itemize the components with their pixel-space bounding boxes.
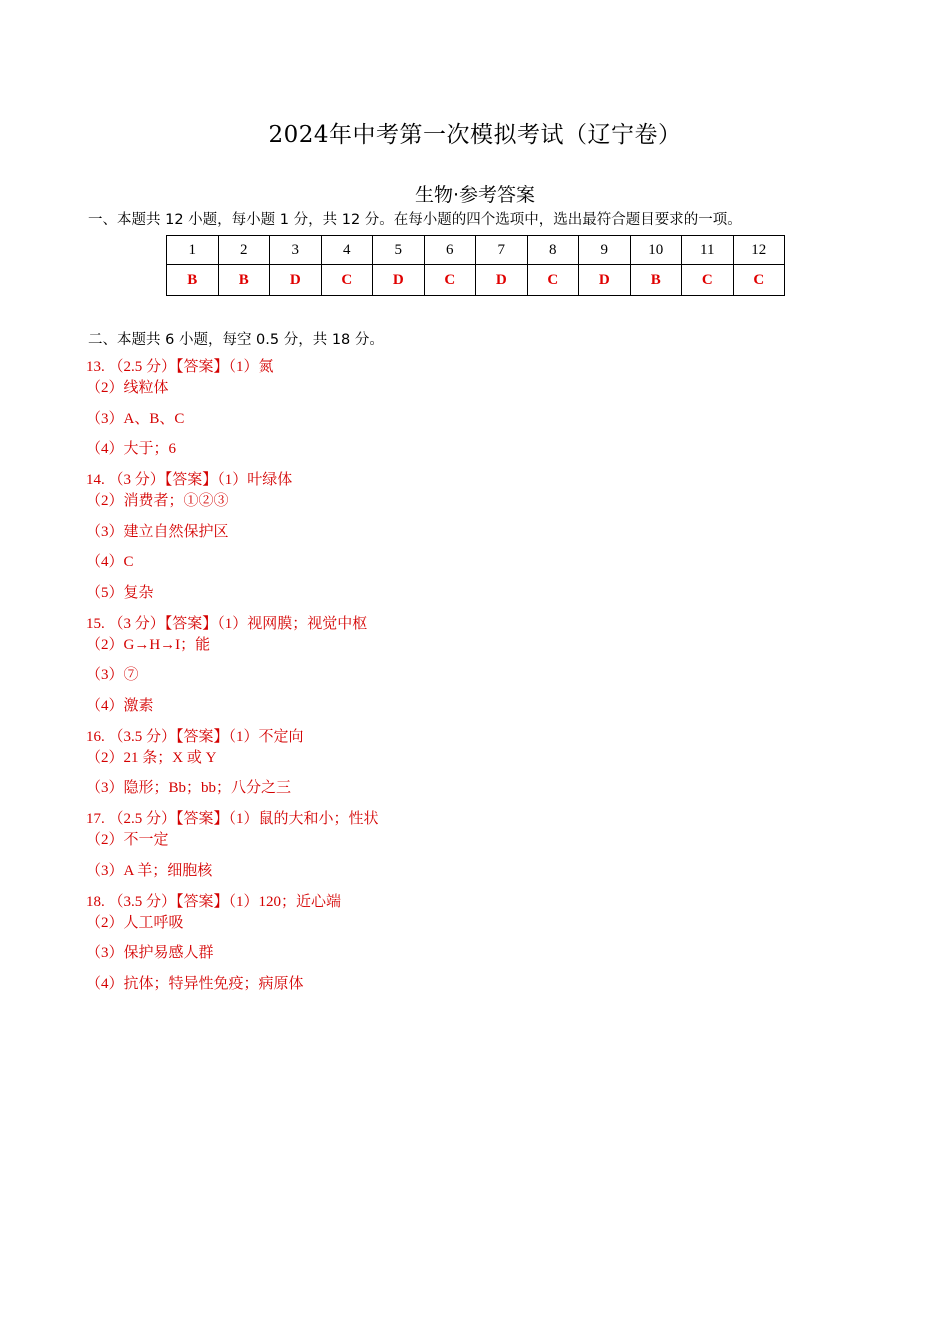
question-14 — [86, 469, 379, 604]
answer-line: （3）隐形；Bb；bb；八分之三 — [86, 780, 292, 796]
answer-line: （2）消费者；①②③ — [86, 493, 229, 509]
answer-line: （4）抗体；特异性免疫；病原体 — [86, 975, 304, 992]
answer-key-cell: B — [630, 265, 682, 296]
answer-line: （2）线粒体 — [86, 380, 169, 396]
answer-table-key-row — [167, 265, 785, 296]
question-number-cell: 12 — [733, 236, 785, 265]
question-number-cell: 10 — [630, 236, 682, 265]
answer-line: （4）激素 — [86, 697, 154, 714]
answer-line: （3）A 羊；细胞核 — [86, 862, 213, 879]
question-number-cell: 1 — [167, 236, 219, 265]
question-number-cell: 5 — [373, 236, 425, 265]
answer-line: （2）不一定 — [86, 832, 169, 848]
answer-key-cell: D — [270, 265, 322, 296]
answer-key-cell: C — [682, 265, 734, 296]
question-head: 13. （2.5 分）【答案】（1）氮 — [86, 359, 274, 375]
question-number-cell: 8 — [527, 236, 579, 265]
question-head: 17. （2.5 分）【答案】（1）鼠的大和小；性状 — [86, 811, 379, 827]
answer-key-cell: C — [424, 265, 476, 296]
answer-line: （2）G→H→I；能 — [86, 636, 211, 653]
section2-answers — [86, 356, 379, 1004]
question-number-cell: 4 — [321, 236, 373, 265]
question-head: 14. （3 分）【答案】（1）叶绿体 — [86, 472, 293, 488]
answer-line: （2）21 条；X 或 Y — [86, 749, 217, 766]
answer-line: （3）建立自然保护区 — [86, 523, 229, 540]
page-subtitle: 生物·参考答案 — [414, 184, 536, 206]
question-head: 18. （3.5 分）【答案】（1）120；近心端 — [86, 893, 342, 910]
question-17 — [86, 808, 379, 882]
section1-heading: 一、本题共 12 小题，每小题 1 分，共 12 分。在每小题的四个选项中，选出最符合题目要求的一项。 — [88, 212, 742, 228]
question-head: 15. （3 分）【答案】（1）视网膜；视觉中枢 — [86, 615, 368, 632]
answer-key-cell: B — [167, 265, 219, 296]
answer-key-cell: C — [321, 265, 373, 296]
question-15 — [86, 613, 379, 717]
answer-line: （3）A、B、C — [86, 410, 185, 427]
section2-heading: 二、本题共 6 小题，每空 0.5 分，共 18 分。 — [88, 332, 384, 348]
answer-line: （3）⑦ — [86, 667, 139, 683]
question-number-cell: 2 — [218, 236, 270, 265]
answer-line: （4）C — [86, 554, 134, 570]
answer-key-cell: D — [476, 265, 528, 296]
question-number-cell: 7 — [476, 236, 528, 265]
answer-key-cell: B — [218, 265, 270, 296]
answer-key-cell: C — [527, 265, 579, 296]
question-number-cell: 3 — [270, 236, 322, 265]
answer-table — [166, 235, 785, 296]
answer-line: （5）复杂 — [86, 584, 154, 601]
answer-key-cell: D — [373, 265, 425, 296]
answer-line: （2）人工呼吸 — [86, 914, 184, 931]
answer-line: （3）保护易感人群 — [86, 945, 214, 961]
question-16 — [86, 726, 379, 800]
answer-key-cell: D — [579, 265, 631, 296]
answer-table-number-row — [167, 236, 785, 265]
question-head: 16. （3.5 分）【答案】（1）不定向 — [86, 728, 304, 745]
question-number-cell: 9 — [579, 236, 631, 265]
page-title: 2024年中考第一次模拟考试（辽宁卷） — [268, 122, 682, 148]
question-number-cell: 11 — [682, 236, 734, 265]
answer-key-cell: C — [733, 265, 785, 296]
question-13 — [86, 356, 379, 460]
question-18 — [86, 891, 379, 995]
answer-line: （4）大于；6 — [86, 441, 177, 457]
question-number-cell: 6 — [424, 236, 476, 265]
